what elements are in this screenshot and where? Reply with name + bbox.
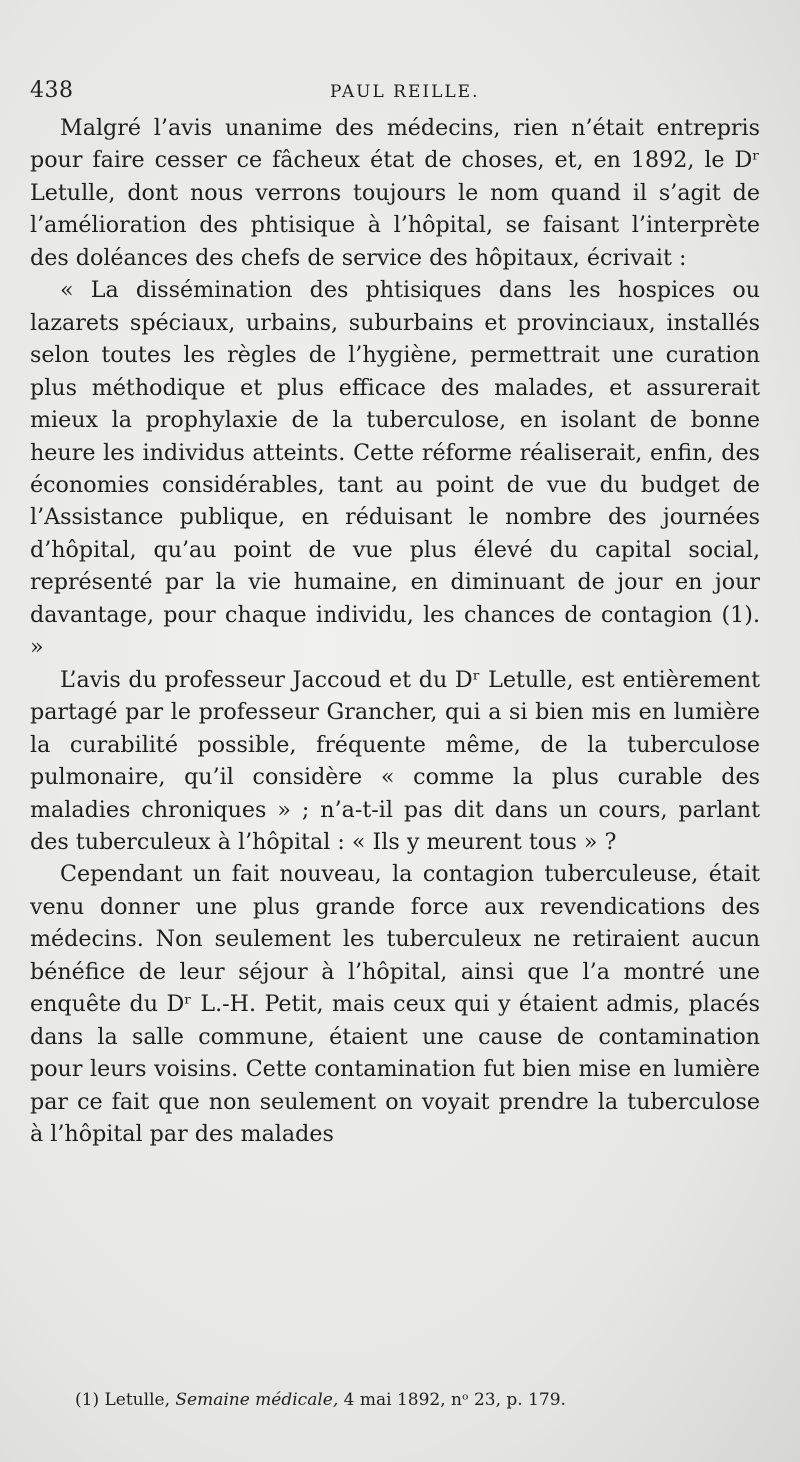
paragraph: Cependant un fait nouveau, la contagion tuberculeuse, était venu donner une plus grande force aux revendications des médecins. Non seulement les tuberculeux ne retiraient aucun bénéfice de leur séjour à l’hôpital, ainsi que l’a montré une enquête du Dʳ L.-H. Petit, mais ceux qui y étaient admis, placés dans la salle commune, étaient une cause de contamination pour leurs voisins. Cette contamination fut bien mise en lumière par ce fait que non seulement on voyait prendre la tuberculose à l’hôpital par des malades xyxy=(30,861,760,1148)
footnote-marker: (1) xyxy=(75,1390,100,1410)
page-header xyxy=(30,72,760,112)
footnote-details: 4 mai 1892, nᵒ 23, p. 179. xyxy=(343,1390,566,1410)
footnote-journal: Semaine médicale, xyxy=(175,1390,339,1410)
running-head: PAUL REILLE. xyxy=(330,82,480,102)
body-text xyxy=(30,112,760,1151)
paragraph: Malgré l’avis unanime des médecins, rien n’était entrepris pour faire cesser ce fâcheux état de choses, et, en 1892, le Dʳ Letulle, dont nous verrons toujours le nom quand il s’agit de l’amélioration des phtisique à l’hôpital, se faisant l’interprète des doléances des chefs de service des hôpitaux, écrivait : xyxy=(30,115,760,271)
footnote xyxy=(75,1388,715,1412)
paragraph: « La dissémination des phtisiques dans les hospices ou lazarets spéciaux, urbains, suburbains et provinciaux, installés selon toutes les règles de l’hygiène, permettrait une curation plus méthodique et plus efficace des malades, et assurerait mieux la prophylaxie de la tuberculose, en isolant de bonne heure les individus atteints. Cette réforme réaliserait, enfin, des économies considérables, tant au point de vue du budget de l’Assistance publique, en réduisant le nombre des journées d’hôpital, qu’au point de vue plus élevé du capital social, représenté par la vie humaine, en diminuant de jour en jour davantage, pour chaque individu, les chances de contagion (1). » xyxy=(30,277,760,661)
page-number: 438 xyxy=(30,78,74,103)
paragraph: L’avis du professeur Jaccoud et du Dʳ Letulle, est entièrement partagé par le professeur Grancher, qui a si bien mis en lumière la curabilité possible, fréquente même, de la tuberculose pulmonaire, qu’il considère « comme la plus curable des maladies chroniques » ; n’a-t-il pas dit dans un cours, parlant des tuberculeux à l’hôpital : « Ils y meurent tous » ? xyxy=(30,666,760,855)
footnote-author: Letulle, xyxy=(104,1390,170,1410)
